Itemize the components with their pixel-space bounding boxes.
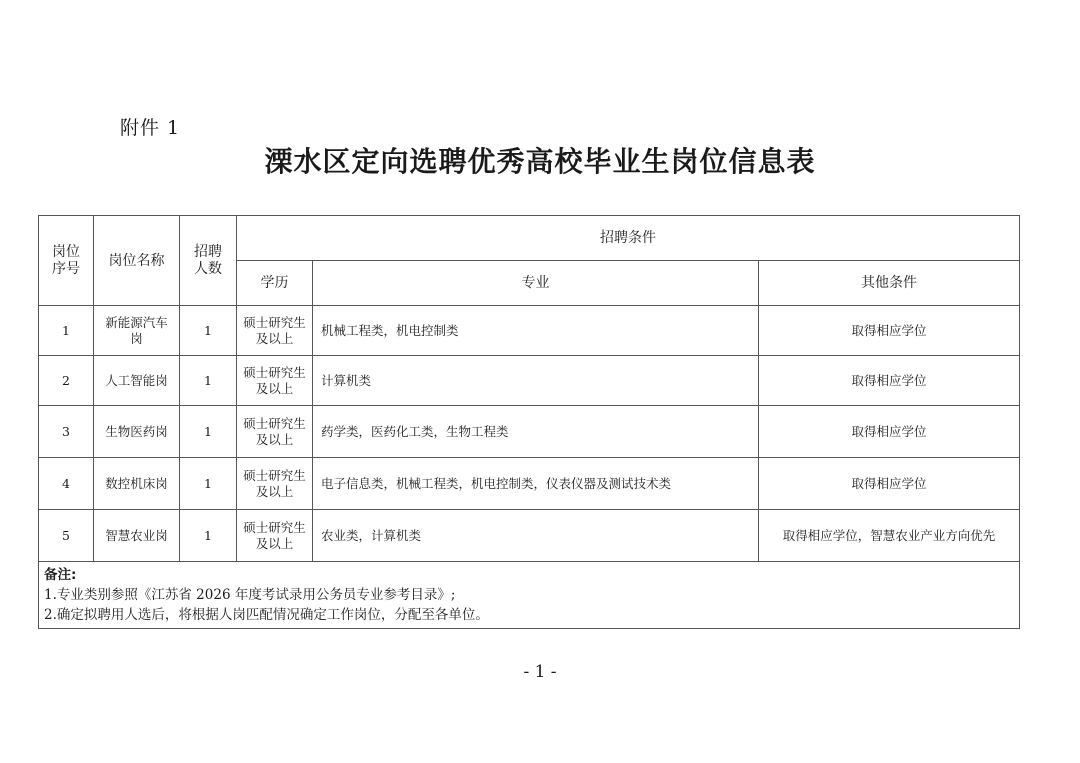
row-major: 电子信息类，机械工程类，机电控制类，仪表仪器及测试技术类 xyxy=(313,458,759,510)
position-table xyxy=(38,215,1020,629)
row-education xyxy=(237,458,313,510)
header-major: 专业 xyxy=(313,261,759,306)
notes-item: 1.专业类别参照《江苏省 2026 年度考试录用公务员专业参考目录》; xyxy=(44,587,456,603)
header-count-label: 招聘人数 xyxy=(194,243,222,277)
row-seq: 3 xyxy=(39,406,94,458)
row-count: 1 xyxy=(180,458,237,510)
header-conditions: 招聘条件 xyxy=(237,216,1020,261)
row-name xyxy=(94,406,180,458)
header-name: 岗位名称 xyxy=(94,216,180,306)
row-name xyxy=(94,356,180,406)
row-name xyxy=(94,306,180,356)
row-count: 1 xyxy=(180,356,237,406)
table-row xyxy=(39,356,1020,406)
attachment-label: 附件 1 xyxy=(120,117,181,139)
row-name xyxy=(94,458,180,510)
row-name-text: 人工智能岗 xyxy=(105,372,168,388)
notes-title: 备注: xyxy=(44,567,77,583)
row-education xyxy=(237,356,313,406)
row-name-text: 智慧农业岗 xyxy=(105,527,168,543)
row-education-text: 硕士研究生及以上 xyxy=(243,415,306,447)
row-education xyxy=(237,306,313,356)
row-count: 1 xyxy=(180,406,237,458)
row-education-text: 硕士研究生及以上 xyxy=(243,467,306,499)
row-major: 农业类，计算机类 xyxy=(313,510,759,562)
row-name-text: 生物医药岗 xyxy=(105,423,168,439)
header-education: 学历 xyxy=(237,261,313,306)
row-other: 取得相应学位，智慧农业产业方向优先 xyxy=(759,510,1020,562)
notes-row xyxy=(39,562,1020,629)
header-other: 其他条件 xyxy=(759,261,1020,306)
row-count: 1 xyxy=(180,510,237,562)
table-row xyxy=(39,510,1020,562)
table-row xyxy=(39,458,1020,510)
row-name xyxy=(94,510,180,562)
row-major: 机械工程类，机电控制类 xyxy=(313,306,759,356)
document-title: 溧水区定向选聘优秀高校毕业生岗位信息表 xyxy=(264,145,816,178)
row-name-text: 新能源汽车岗 xyxy=(105,314,168,346)
row-other: 取得相应学位 xyxy=(759,356,1020,406)
row-education xyxy=(237,406,313,458)
notes-item: 2.确定拟聘用人选后，将根据人岗匹配情况确定工作岗位，分配至各单位。 xyxy=(44,607,489,623)
row-education-text: 硕士研究生及以上 xyxy=(243,314,306,346)
row-seq: 1 xyxy=(39,306,94,356)
row-other: 取得相应学位 xyxy=(759,406,1020,458)
row-major: 计算机类 xyxy=(313,356,759,406)
page-number: - 1 - xyxy=(523,662,557,682)
row-education xyxy=(237,510,313,562)
row-seq: 5 xyxy=(39,510,94,562)
row-other: 取得相应学位 xyxy=(759,306,1020,356)
row-other: 取得相应学位 xyxy=(759,458,1020,510)
table-row xyxy=(39,306,1020,356)
header-count xyxy=(180,216,237,306)
notes-cell xyxy=(39,562,1020,629)
row-seq: 4 xyxy=(39,458,94,510)
row-seq: 2 xyxy=(39,356,94,406)
row-count: 1 xyxy=(180,306,237,356)
table-row xyxy=(39,406,1020,458)
header-seq-label: 岗位序号 xyxy=(52,243,80,277)
row-major: 药学类，医药化工类，生物工程类 xyxy=(313,406,759,458)
header-seq xyxy=(39,216,94,306)
row-name-text: 数控机床岗 xyxy=(105,475,168,491)
row-education-text: 硕士研究生 及以上 xyxy=(243,364,306,396)
header-row-1 xyxy=(39,216,1020,261)
row-education-text: 硕士研究生及以上 xyxy=(243,519,306,551)
